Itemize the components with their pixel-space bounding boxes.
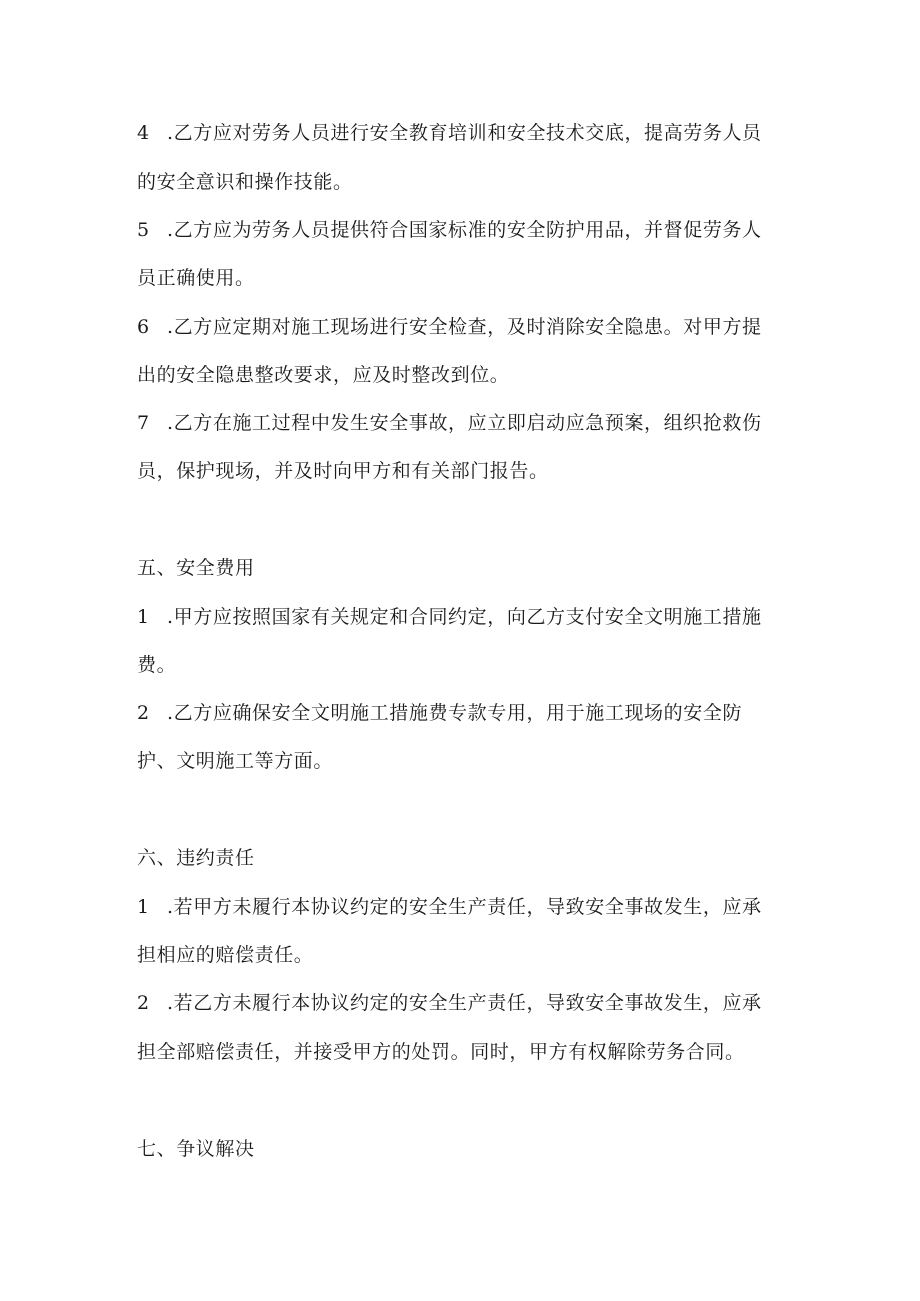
section-5-item-2-line-1 — [137, 701, 777, 725]
item-number: 1 — [137, 606, 150, 628]
section-6-item-1-line-2: 担相应的赔偿责任。 — [137, 944, 314, 966]
item-number: 1 — [137, 896, 150, 918]
item-text: .乙方应定期对施工现场进行安全检查，及时消除安全隐患。对甲方提 — [167, 316, 762, 338]
section-7-heading: 七、争议解决 — [137, 1138, 255, 1160]
item-7-line-2: 员，保护现场，并及时向甲方和有关部门报告。 — [137, 460, 549, 482]
item-5-line-1 — [137, 218, 777, 242]
item-text: .乙方应为劳务人员提供符合国家标准的安全防护用品，并督促劳务人 — [167, 219, 762, 241]
section-6-item-1-line-1 — [137, 895, 777, 919]
item-4-line-2: 的安全意识和操作技能。 — [137, 171, 353, 193]
item-number: 5 — [137, 219, 150, 241]
section-5-item-1-line-1 — [137, 605, 777, 629]
item-6-line-1 — [137, 315, 777, 339]
item-5-line-2: 员正确使用。 — [137, 267, 255, 289]
item-number: 6 — [137, 316, 150, 338]
item-4-line-1 — [137, 121, 777, 145]
section-5-item-1-line-2: 费。 — [137, 654, 177, 676]
item-number: 2 — [137, 702, 150, 724]
section-6-item-2-line-1 — [137, 991, 777, 1015]
section-6-heading: 六、违约责任 — [137, 847, 255, 869]
item-text: .乙方应确保安全文明施工措施费专款专用，用于施工现场的安全防 — [167, 702, 743, 724]
item-text: .乙方应对劳务人员进行安全教育培训和安全技术交底，提高劳务人员 — [167, 122, 762, 144]
item-number: 7 — [137, 412, 150, 434]
section-5-heading: 五、安全费用 — [137, 557, 255, 579]
item-6-line-2: 出的安全隐患整改要求，应及时整改到位。 — [137, 364, 510, 386]
item-text: .甲方应按照国家有关规定和合同约定，向乙方支付安全文明施工措施 — [167, 606, 762, 628]
item-number: 2 — [137, 992, 150, 1014]
section-6-item-2-line-2: 担全部赔偿责任，并接受甲方的处罚。同时，甲方有权解除劳务合同。 — [137, 1041, 745, 1063]
item-7-line-1 — [137, 411, 777, 435]
item-text: .若甲方未履行本协议约定的安全生产责任，导致安全事故发生，应承 — [167, 896, 762, 918]
item-text: .乙方在施工过程中发生安全事故，应立即启动应急预案，组织抢救伤 — [167, 412, 762, 434]
item-text: .若乙方未履行本协议约定的安全生产责任，导致安全事故发生，应承 — [167, 992, 762, 1014]
section-5-item-2-line-2: 护、文明施工等方面。 — [137, 750, 334, 772]
item-number: 4 — [137, 122, 150, 144]
